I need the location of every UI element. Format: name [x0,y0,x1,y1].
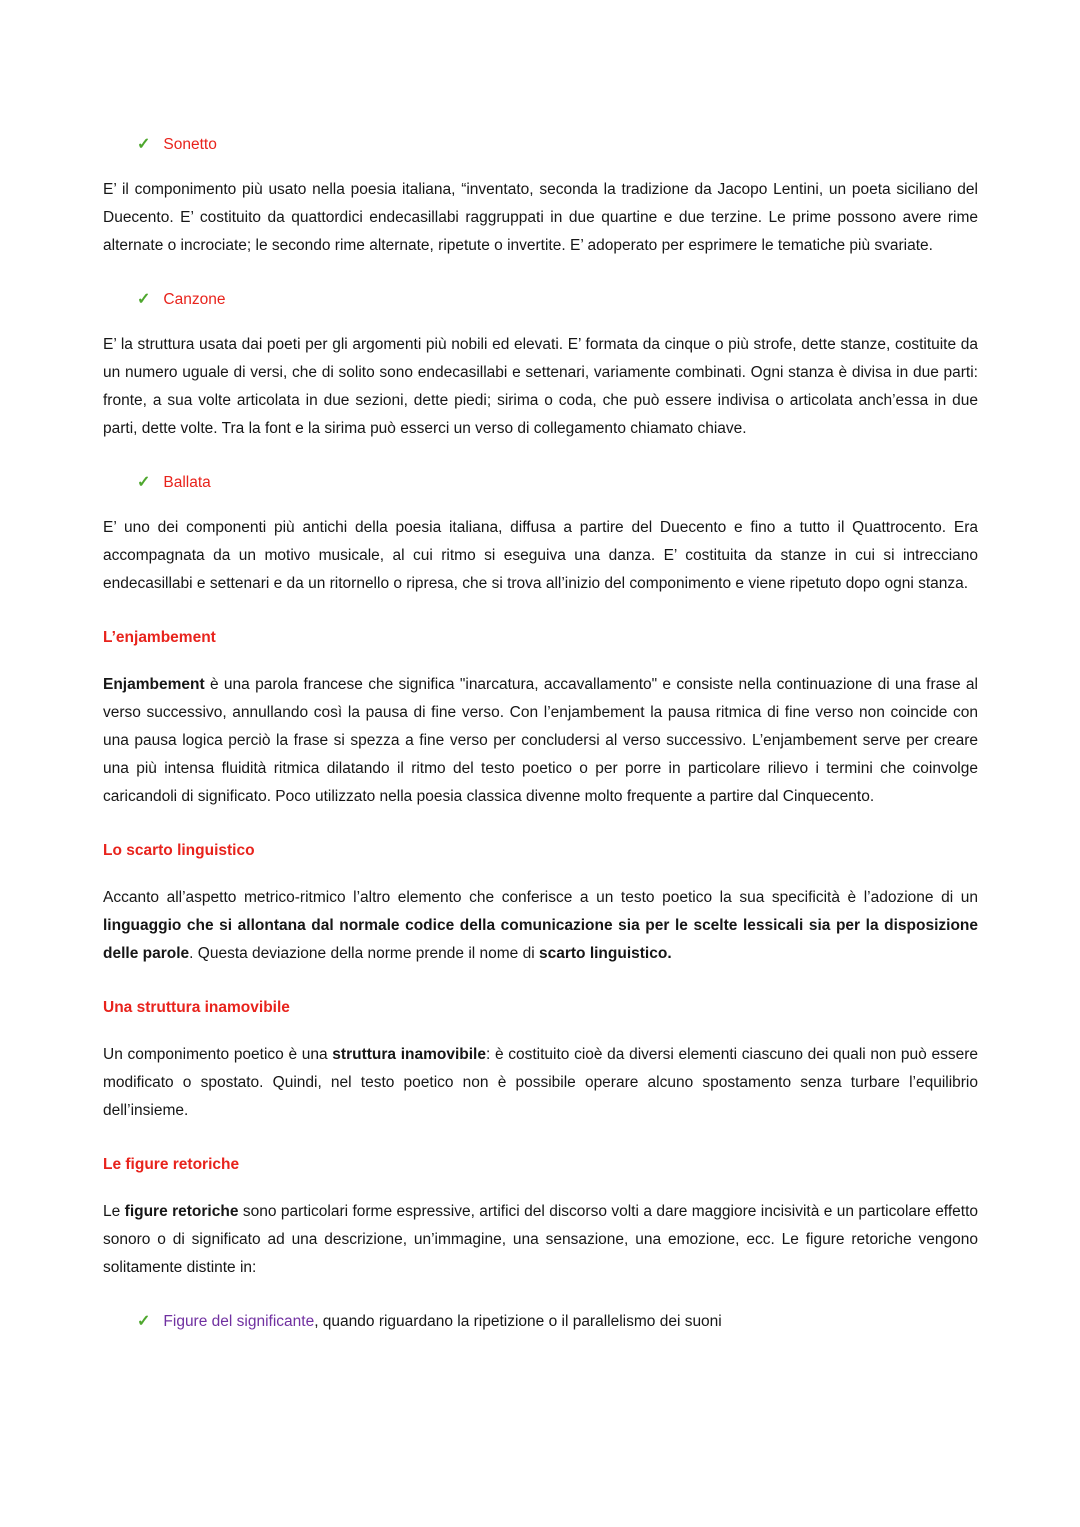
text-run: scarto linguistico. [538,945,672,962]
text-run: , quando riguardano la ripetizione o il parallelismo dei suoni [314,1313,722,1330]
checkmark-icon: ✓ [137,136,151,153]
text-run: L’enjambement [103,629,216,646]
text-run: Una struttura inamovibile [103,999,290,1016]
paragraph [103,1041,978,1125]
text-run: Le figure retoriche [103,1156,240,1173]
text-run: Un componimento poetico è una [103,1046,333,1063]
text-run: E’ uno dei componenti più antichi della poesia italiana, diffusa a partire del Duecento e fino a tutto il Quattrocento. Era accompagnata da un motivo musicale, al cui ritmo si eseguiva una danza. E’ costituita da stanze in cui si intrecciano endecasillabi e settenari e da un ritornello o ripresa, che si trova all’inizio del componimento e viene ripetuto dopo ogni stanza. [103,519,978,592]
check-list-item-label [163,286,225,314]
text-run: Ballata [163,474,211,491]
text-run: linguaggio che si allontana dal normale codice della comunicazione sia per le scelte lessicali sia per la disposizione delle parole [103,917,978,962]
text-run: Enjambement [103,676,205,693]
section-heading [103,837,978,865]
checkmark-icon: ✓ [137,1313,151,1330]
section-heading [103,624,978,652]
checkmark-icon: ✓ [137,291,151,308]
text-run: Figure del significante [163,1313,315,1330]
check-list-item-label [163,469,210,497]
check-list-item [137,286,978,314]
check-list-item-label [163,131,216,159]
paragraph [103,176,978,260]
text-run: E’ la struttura usata dai poeti per gli argomenti più nobili ed elevati. E’ formata da cinque o più strofe, dette stanze, costituite da un numero uguale di versi, che di solito sono endecasillabi e settenari, variamente combinati. Ogni stanza è divisa in due parti: fronte, a sua volte articolata in due sezioni, dette piedi; sirima o coda, che può essere indivisa o articolata anch’essa in due parti, dette volte. Tra la font e la sirima può esserci un verso di collegamento chiamato chiave. [103,336,978,437]
text-run: : è costituito cioè da diversi elementi ciascuno dei quali non può essere modificato o spostato. Quindi, nel testo poetico non è possibile operare alcuno spostamento senza turbare l’equilibrio dell’insieme. [103,1046,978,1119]
text-run: Le [103,1203,125,1220]
text-run: struttura inamovibile [332,1046,486,1063]
paragraph [103,884,978,968]
section-heading [103,1151,978,1179]
check-list-item [137,131,978,159]
text-run: Accanto all’aspetto metrico-ritmico l’altro elemento che conferisce a un testo poetico la sua specificità è l’adozione di un [103,889,978,906]
check-list-item-label [163,1308,721,1336]
text-run: è una parola francese che significa "inarcatura, accavallamento" e consiste nella continuazione di una frase al verso successivo, annullando così la pausa di fine verso. Con l’enjambement la pausa ritmica di fine verso non coincide con una pausa logica perciò la frase si spezza a fine verso per concludersi al verso successivo. L’enjambement serve per creare una più intensa fluidità ritmica dilatando il ritmo del testo poetico o per porre in particolare rilievo i termini che coinvolge caricandoli di significato. Poco utilizzato nella poesia classica divenne molto frequente a partire dal Cinquecento. [103,676,978,805]
text-run: Sonetto [163,136,217,153]
text-run: . Questa deviazione della norme prende il nome di [189,945,539,962]
text-run: Lo scarto linguistico [103,842,255,859]
paragraph [103,331,978,443]
paragraph [103,1198,978,1282]
paragraph [103,514,978,598]
check-list-item [137,469,978,497]
text-run: figure retoriche [124,1203,239,1220]
section-heading [103,994,978,1022]
checkmark-icon: ✓ [137,474,151,491]
text-run: sono particolari forme espressive, artifici del discorso volti a dare maggiore incisività e un particolare effetto sonoro o di significato ad una descrizione, un’immagine, una sensazione, una emozione, ecc. Le figure retoriche vengono solitamente distinte in: [103,1203,978,1276]
text-run: Canzone [163,291,226,308]
paragraph [103,671,978,811]
text-run: E’ il componimento più usato nella poesia italiana, “inventato, seconda la tradizione da Jacopo Lentini, un poeta siciliano del Duecento. E’ costituito da quattordici endecasillabi raggruppati in due quartine e due terzine. Le prime possono avere rime alternate o incrociate; le secondo rime alternate, ripetute o invertite. E’ adoperato per esprimere le tematiche più svariate. [103,181,978,254]
check-list-item [137,1308,978,1336]
